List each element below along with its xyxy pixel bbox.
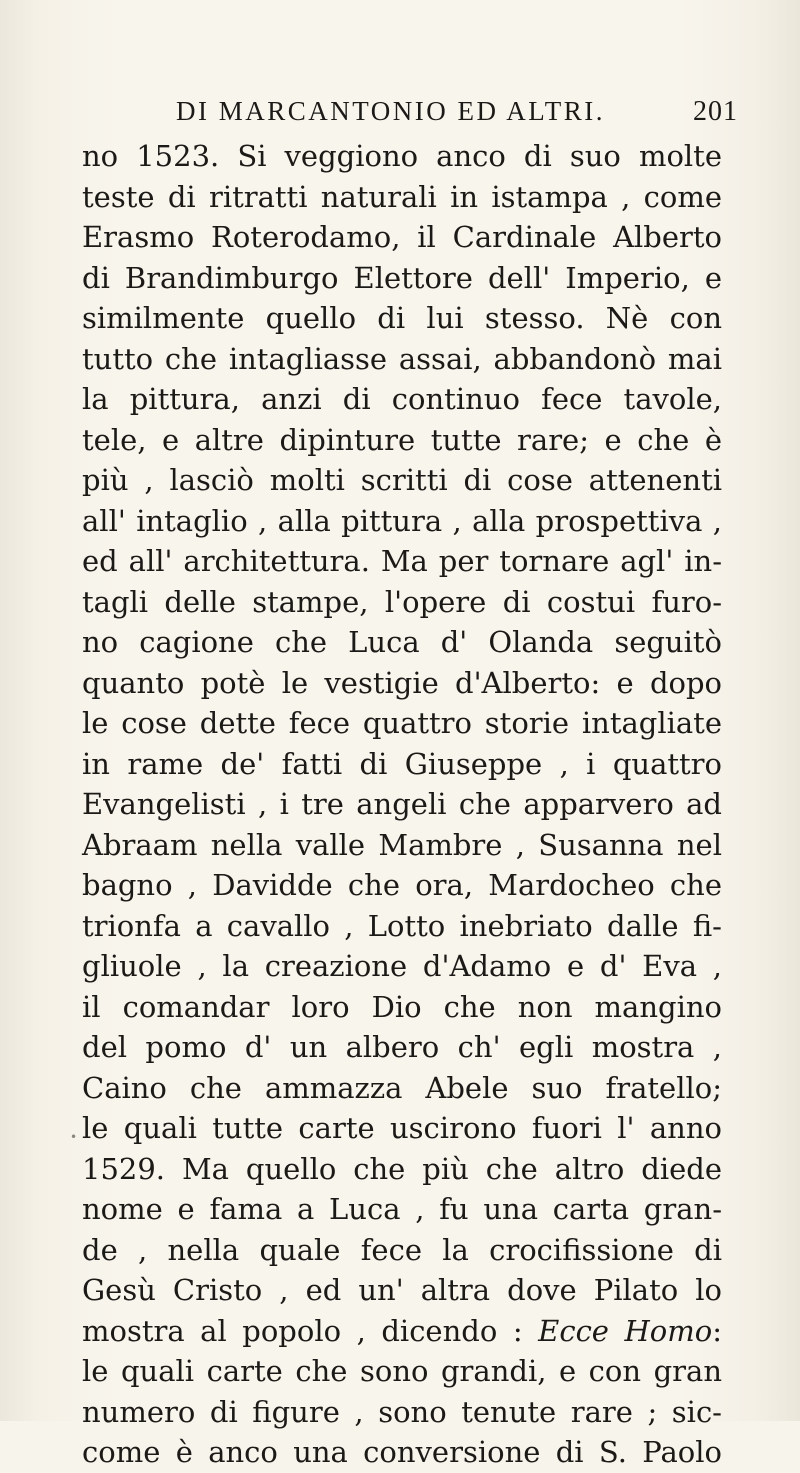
text-line: più , lasciò molti scritti di cose attenenti — [82, 463, 722, 497]
text-line: all' intaglio , alla pittura , alla prospettiva , — [82, 503, 722, 538]
text-line: Evangelisti , i tre angeli che apparvero ad — [82, 787, 722, 821]
text-line: Gesù Cristo , ed un' altra dove Pilato lo — [82, 1273, 722, 1307]
text-line: bagno , Davidde che ora, Mardocheo che — [82, 868, 722, 902]
text-line: Caino che ammazza Abele suo fratello; — [82, 1070, 722, 1105]
text-line: la pittura, anzi di continuo fece tavole, — [82, 382, 722, 416]
text-line: no cagione che Luca d' Olanda seguitò — [82, 625, 722, 659]
text-line: ed all' architettura. Ma per tornare agl' in- — [82, 544, 722, 578]
text-line: numero di figure , sono tenute rare ; sic- — [82, 1394, 722, 1429]
line-text: mostra al popolo , dicendo : — [82, 1313, 523, 1348]
text-line: teste di ritratti naturali in istampa , come — [82, 179, 722, 214]
running-title: DI MARCANTONIO ED ALTRI. — [176, 96, 606, 126]
body-text — [82, 136, 722, 1473]
text-line: le quali carte che sono grandi, e con gran — [82, 1354, 722, 1388]
text-line: tutto che intagliasse assai, abbandonò mai — [82, 341, 722, 376]
text-line: come è anco una conversione di S. Paolo — [82, 1435, 722, 1469]
text-line: tagli delle stampe, l'opere di costui furo- — [82, 584, 722, 619]
text-line-with-italic — [82, 1311, 722, 1352]
text-line: il comandar loro Dio che non mangino — [82, 989, 722, 1024]
text-line: quanto potè le vestigie d'Alberto: e dopo — [82, 665, 722, 700]
text-line: nome e fama a Luca , fu una carta gran- — [82, 1192, 722, 1226]
text-line: di Brandimburgo Elettore dell' Imperio, e — [82, 260, 722, 295]
text-line: no 1523. Si veggiono anco di suo molte — [82, 139, 722, 173]
text-line: gliuole , la creazione d'Adamo e d' Eva , — [82, 949, 722, 983]
italic-phrase: Ecce Homo — [538, 1313, 713, 1348]
text-line: le quali tutte carte uscirono fuori l' anno — [82, 1111, 722, 1145]
text-line: tele, e altre dipinture tutte rare; e che è — [82, 422, 722, 457]
stray-mark: • — [70, 1130, 78, 1144]
text-line: in rame de' fatti di Giuseppe , i quattro — [82, 746, 722, 781]
italic-trailing: : — [712, 1313, 722, 1348]
text-line: 1529. Ma quello che più che altro diede — [82, 1151, 722, 1186]
text-line: trionfa a cavallo , Lotto inebriato dalle fi- — [82, 908, 722, 943]
page-number: 201 — [693, 96, 738, 127]
text-line: similmente quello di lui stesso. Nè con — [82, 301, 722, 335]
text-line: Erasmo Roterodamo, il Cardinale Alberto — [82, 220, 722, 254]
text-line: del pomo d' un albero ch' egli mostra , — [82, 1030, 722, 1064]
text-line: le cose dette fece quattro storie intagliate — [82, 706, 722, 740]
text-line: de , nella quale fece la crocifissione di — [82, 1232, 722, 1267]
text-line: Abraam nella valle Mambre , Susanna nel — [82, 827, 722, 862]
running-header — [0, 96, 800, 136]
